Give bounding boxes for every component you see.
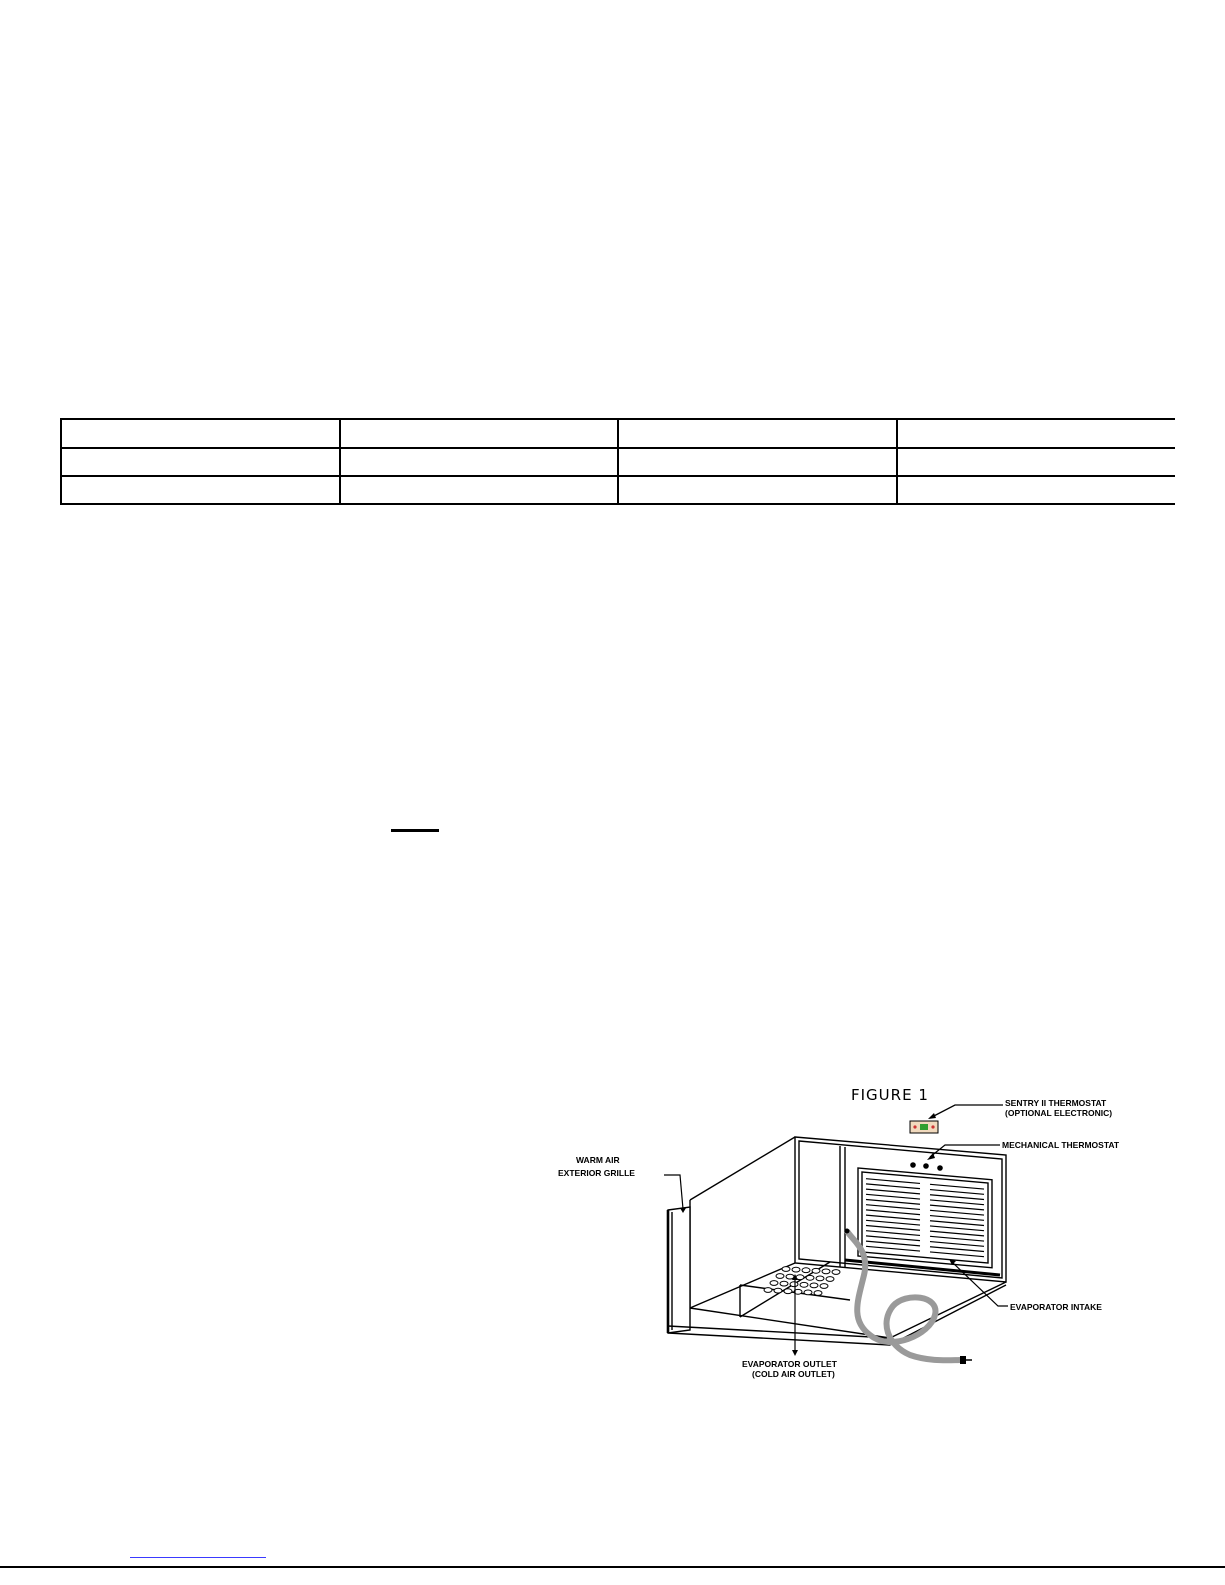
vent-slot bbox=[812, 1268, 820, 1273]
sentry-label-line2: (OPTIONAL ELECTRONIC) bbox=[1005, 1108, 1113, 1118]
vent-slot bbox=[802, 1268, 810, 1273]
vent-slot bbox=[800, 1282, 808, 1287]
vent-slot bbox=[786, 1274, 794, 1279]
vent-slot bbox=[832, 1270, 840, 1275]
table-row bbox=[61, 448, 1175, 476]
vent-slot bbox=[806, 1275, 814, 1280]
warm-air-label-line1: WARM AIR bbox=[576, 1155, 620, 1165]
vent-slot bbox=[780, 1281, 788, 1286]
vent-slot bbox=[826, 1277, 834, 1282]
evaporator-outlet-label-line1: EVAPORATOR OUTLET bbox=[742, 1359, 837, 1369]
table-row bbox=[61, 419, 1175, 448]
spec-table bbox=[60, 418, 1175, 505]
vent-slot bbox=[814, 1291, 822, 1296]
table-cell bbox=[61, 448, 340, 476]
evaporator-intake-label: EVAPORATOR INTAKE bbox=[1010, 1302, 1102, 1312]
table-cell bbox=[340, 448, 619, 476]
footer-link-underline[interactable] bbox=[130, 1557, 266, 1558]
vent-slot bbox=[816, 1276, 824, 1281]
vent-slot bbox=[804, 1290, 812, 1295]
figure-title: FIGURE 1 bbox=[851, 1086, 929, 1104]
table-cell bbox=[618, 448, 897, 476]
table-cell bbox=[61, 419, 340, 448]
table-cell bbox=[618, 419, 897, 448]
table-row bbox=[61, 476, 1175, 504]
sentry-thermostat-icon bbox=[910, 1121, 938, 1133]
vent-slot bbox=[822, 1269, 830, 1274]
warm-air-label-line2: EXTERIOR GRILLE bbox=[558, 1168, 635, 1178]
vent-slot bbox=[784, 1289, 792, 1294]
ac-unit-drawing bbox=[668, 1137, 1006, 1345]
vent-slot bbox=[776, 1274, 784, 1279]
table-cell bbox=[340, 476, 619, 504]
footer-rule bbox=[0, 1566, 1225, 1568]
evaporator-outlet-label-line2: (COLD AIR OUTLET) bbox=[752, 1369, 835, 1379]
vent-slot bbox=[792, 1267, 800, 1272]
table-cell bbox=[618, 476, 897, 504]
table-cell bbox=[340, 419, 619, 448]
sentry-label-line1: SENTRY II THERMOSTAT bbox=[1005, 1098, 1107, 1108]
vent-slot bbox=[764, 1288, 772, 1293]
vent-slot bbox=[770, 1281, 778, 1286]
table-cell bbox=[61, 476, 340, 504]
figure-1-air-conditioner-diagram bbox=[550, 1080, 1130, 1390]
table-cell bbox=[897, 476, 1176, 504]
table-cell bbox=[897, 419, 1176, 448]
vent-slot bbox=[810, 1283, 818, 1288]
vent-slot bbox=[820, 1284, 828, 1289]
vent-slot bbox=[790, 1282, 798, 1287]
table-cell bbox=[897, 448, 1176, 476]
vent-slot bbox=[782, 1267, 790, 1272]
mechanical-thermostat-label: MECHANICAL THERMOSTAT bbox=[1002, 1140, 1120, 1150]
vent-slot bbox=[774, 1288, 782, 1293]
note-underline bbox=[391, 829, 439, 832]
